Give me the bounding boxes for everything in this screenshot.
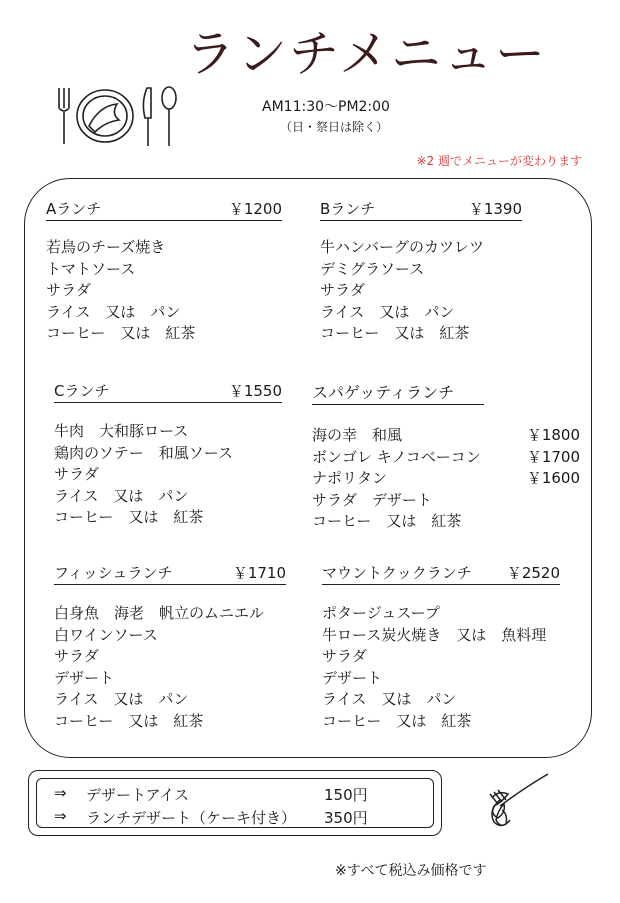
section-a-name: Aランチ (46, 200, 102, 218)
section-b-name: Bランチ (320, 200, 376, 218)
spaghetti-dish-name: ボンゴレ キノコベーコン (312, 447, 481, 466)
spaghetti-dish-name: ナポリタン (312, 469, 388, 487)
spaghetti-dish-price: ￥1600 (526, 469, 580, 487)
arrow-icon: ⇒ (54, 807, 67, 825)
dessert-list (54, 784, 368, 828)
section-mount-price: ￥2520 (506, 564, 560, 582)
list-item: コーヒー 又は 紅茶 (54, 711, 204, 730)
list-item: 白ワインソース (54, 625, 158, 644)
plate-icon (77, 90, 133, 142)
section-fish-name: フィッシュランチ (54, 564, 173, 582)
list-item: デザート (54, 668, 115, 687)
section-a-lunch (46, 198, 282, 345)
list-item: デザート (322, 668, 383, 687)
knife-icon (143, 88, 151, 146)
list-item: ライス 又は パン (46, 302, 181, 321)
spoon-icon (162, 87, 176, 146)
pasta-fork-icon (478, 770, 558, 834)
page-title: ランチメニュー (185, 25, 547, 83)
section-mount-cook-lunch (322, 562, 560, 732)
list-item: ライス 又は パン (54, 486, 189, 505)
section-spaghetti-name: スパゲッティランチ (312, 383, 455, 402)
section-c-header (54, 380, 282, 403)
list-item: サラダ (54, 465, 99, 483)
section-fish-lunch (54, 562, 286, 732)
list-item: 鶏肉のソテー 和風ソース (54, 443, 233, 462)
section-c-lunch (54, 380, 282, 529)
list-item: サラダ (46, 281, 91, 299)
section-a-price: ￥1200 (228, 200, 282, 218)
spaghetti-dish-name: 海の幸 和風 (312, 426, 403, 444)
list-item: コーヒー 又は 紅茶 (54, 508, 204, 526)
tax-note: ※すべて税込み価格です (335, 863, 487, 879)
spaghetti-dish-price: ￥1800 (526, 426, 580, 444)
list-item: コーヒー 又は 紅茶 (322, 711, 472, 730)
list-item: トマトソース (46, 259, 136, 278)
cutlery-illustration (55, 82, 185, 152)
spaghetti-dish-price: ￥1700 (526, 447, 580, 466)
list-item: ライス 又は パン (322, 690, 457, 708)
section-mount-name: マウントクックランチ (322, 564, 472, 582)
dessert-row (54, 807, 368, 828)
list-item: コーヒー 又は 紅茶 (312, 512, 462, 530)
list-item: コーヒー 又は 紅茶 (320, 324, 470, 342)
section-spaghetti-header (312, 380, 484, 405)
section-c-price: ￥1550 (228, 382, 282, 400)
fork-icon (59, 88, 69, 144)
section-mount-header (322, 562, 560, 585)
section-a-header (46, 198, 282, 221)
list-item: デミグラソース (320, 259, 425, 278)
list-item: サラダ デザート (312, 490, 432, 509)
list-item: 若鳥のチーズ焼き (46, 238, 166, 256)
closed-days: （日・祭日は除く） (280, 120, 389, 134)
section-b-price: ￥1390 (468, 200, 522, 218)
list-item: サラダ (322, 647, 367, 665)
list-item: コーヒー 又は 紅茶 (46, 324, 196, 342)
list-item: 牛肉 大和豚ロース (54, 422, 189, 440)
list-item: ライス 又は パン (54, 690, 189, 708)
section-spaghetti-lunch (312, 380, 582, 533)
list-item: サラダ (54, 647, 99, 665)
arrow-icon: ⇒ (54, 784, 67, 802)
list-item: 白身魚 海老 帆立のムニエル (54, 604, 265, 622)
list-item: サラダ (320, 281, 365, 299)
list-item: ライス 又は パン (320, 302, 455, 321)
list-item: 牛ハンバーグのカツレツ (320, 238, 484, 256)
spaghetti-dish-row (312, 425, 580, 447)
section-fish-header (54, 562, 286, 585)
menu-change-notice: ※2 週でメニューが変わります (416, 154, 582, 168)
list-item: 牛ロース炭火焼き 又は 魚料理 (322, 625, 547, 644)
spaghetti-dish-row (312, 447, 580, 469)
dessert-price: 150円 (324, 786, 368, 804)
list-item: ポタージュスープ (322, 604, 440, 622)
dessert-name: ランチデザート（ケーキ付き） (86, 809, 297, 827)
section-b-lunch (320, 198, 522, 345)
spaghetti-dish-row (312, 468, 580, 490)
dessert-price: 350円 (324, 809, 368, 827)
section-b-header (320, 198, 522, 221)
section-fish-price: ￥1710 (232, 564, 286, 582)
section-c-name: Cランチ (54, 382, 110, 400)
dessert-name: デザートアイス (86, 786, 190, 804)
business-hours: AM11:30～PM2:00 (262, 99, 390, 115)
dessert-row (54, 784, 368, 805)
